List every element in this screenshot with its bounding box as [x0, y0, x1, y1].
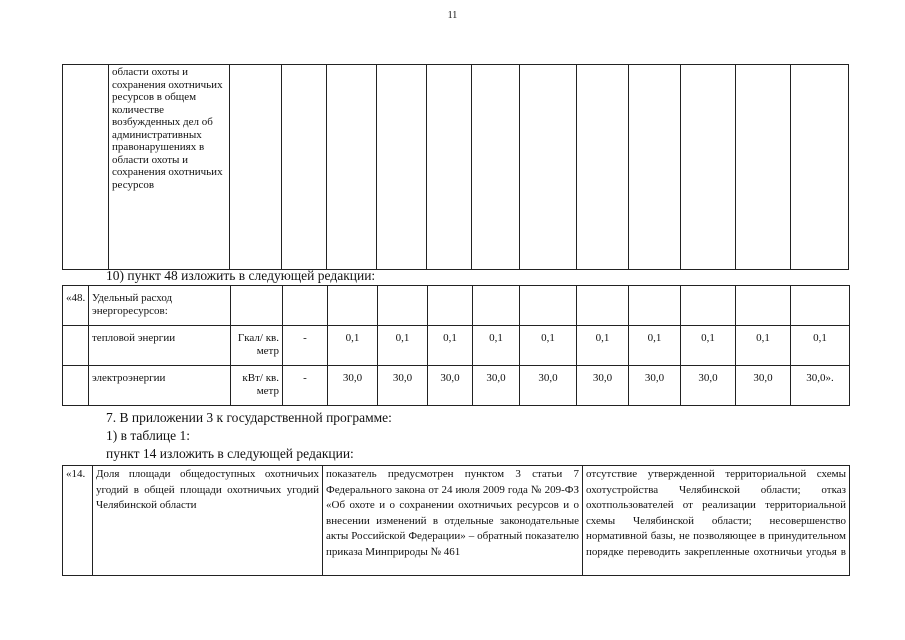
energy-consumption-table: [62, 285, 850, 406]
value-cell: 30,0: [629, 366, 681, 406]
value-cell: 0,1: [629, 326, 681, 366]
row-name: тепловой энергии: [89, 326, 231, 366]
item-number: «48.: [63, 286, 89, 326]
paragraph-14: пункт 14 изложить в следующей редакции:: [106, 446, 354, 461]
table-row: [63, 326, 850, 366]
row-unit: кВт/ кв. метр: [231, 366, 283, 406]
value-cell: 30,0: [577, 366, 629, 406]
value-cell: 0,1: [520, 326, 577, 366]
table-row: [63, 286, 850, 326]
row-dash: -: [283, 326, 328, 366]
indicator-table-continuation: [62, 64, 849, 270]
indicator-table-item-14: [62, 465, 850, 576]
table-row: [63, 65, 849, 270]
indicator-basis: показатель предусмотрен пунктом 3 статьи 7 Федерального закона от 24 июля 2009 года № 209-ФЗ «Об охоте и о сохранении охотничьих ресурсов и о внесении изменений в отдельные законодательные акты Российской Федерации» – обратный показателю приказа Минприроды № 461: [323, 466, 583, 576]
value-cell: 0,1: [681, 326, 736, 366]
table-row: [63, 366, 850, 406]
value-cell: 0,1: [577, 326, 629, 366]
value-cell: 30,0: [378, 366, 428, 406]
value-cell: 0,1: [791, 326, 850, 366]
page-number: 11: [447, 10, 458, 21]
paragraph-7: 7. В приложении 3 к государственной программе:: [106, 410, 392, 425]
indicator-name: Доля площади общедоступных охотничьих угодий в общей площади охотничьих угодий Челябинской области: [93, 466, 323, 576]
row-unit: Гкал/ кв. метр: [231, 326, 283, 366]
value-cell: 30,0: [473, 366, 520, 406]
value-cell: 30,0».: [791, 366, 850, 406]
row-dash: -: [283, 366, 328, 406]
table-row: [63, 466, 850, 576]
num-cell: [63, 65, 109, 270]
item-title: Удельный расход энергоресурсов:: [89, 286, 231, 326]
indicator-factors: отсутствие утвержденной территориальной схемы охотустройства Челябинской области; отказ охотпользователей от реализации территориальной схемы Челябинской области; несовершенство нормативной базы, не позволяющее в принудительном порядке переводить закрепленные охотничьи угодья в: [583, 466, 850, 576]
value-cell: 30,0: [428, 366, 473, 406]
value-cell: 30,0: [328, 366, 378, 406]
value-cell: 30,0: [681, 366, 736, 406]
value-cell: 0,1: [378, 326, 428, 366]
value-cell: 0,1: [328, 326, 378, 366]
value-cell: 0,1: [736, 326, 791, 366]
value-cell: 30,0: [520, 366, 577, 406]
value-cell: 0,1: [473, 326, 520, 366]
row-name: электроэнергии: [89, 366, 231, 406]
paragraph-1: 1) в таблице 1:: [106, 428, 191, 443]
value-cell: 0,1: [428, 326, 473, 366]
item-number: «14.: [63, 466, 93, 576]
paragraph-10: 10) пункт 48 изложить в следующей редакции:: [106, 268, 376, 283]
indicator-description: области охоты и сохранения охотничьих ресурсов в общем количестве возбужденных дел об административных правонарушениях в области охоты и сохранения охотничьих ресурсов: [109, 65, 230, 270]
value-cell: 30,0: [736, 366, 791, 406]
